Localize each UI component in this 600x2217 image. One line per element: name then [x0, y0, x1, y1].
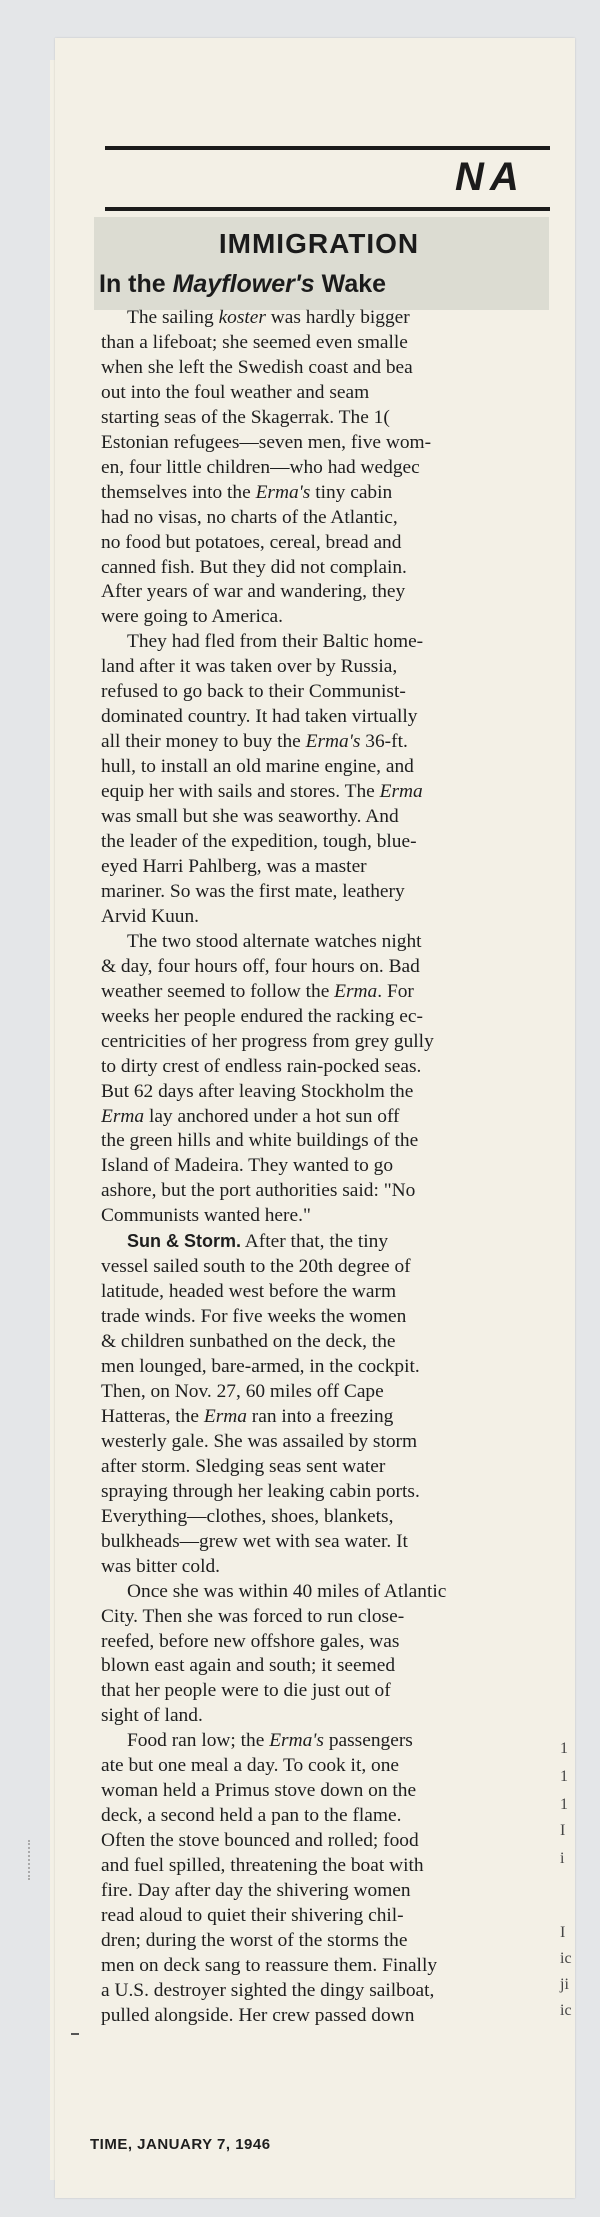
- article-line: dren; during the worst of the storms the: [101, 1929, 408, 1951]
- article-line: the leader of the expedition, tough, blue-: [101, 831, 417, 853]
- article-line: After years of war and wandering, they: [101, 581, 406, 603]
- article-paragraph: [101, 630, 541, 929]
- edge-fragment: i: [560, 1850, 565, 1867]
- article-line: dominated country. It had taken virtually: [101, 706, 418, 728]
- section-title: IMMIGRATION: [218, 228, 420, 259]
- margin-mark: [71, 2033, 79, 2035]
- edge-fragment: ji: [560, 1976, 569, 1993]
- article-line: sight of land.: [101, 1705, 203, 1727]
- article-line: The two stood alternate watches night: [127, 930, 422, 952]
- article-line: mariner. So was the first mate, leathery: [101, 880, 405, 902]
- article-line: to dirty crest of endless rain-pocked seas.: [101, 1055, 422, 1077]
- article-paragraph: [101, 1580, 541, 1730]
- article-line: Estonian refugees—seven men, five wom-: [101, 431, 432, 453]
- article-line: men lounged, bare-armed, in the cockpit.: [101, 1356, 420, 1378]
- article-line: deck, a second held a pan to the flame.: [101, 1805, 402, 1827]
- edge-fragment: ic: [560, 1950, 572, 1967]
- article-line: trade winds. For five weeks the women: [101, 1306, 407, 1328]
- article-line: westerly gale. She was assailed by storm: [101, 1430, 418, 1452]
- edge-fragment: I: [560, 1924, 566, 1941]
- article-line: the green hills and white buildings of the: [101, 1130, 419, 1152]
- article-line: men on deck sang to reassure them. Finally: [101, 1954, 438, 1976]
- article-line: that her people were to die just out of: [101, 1680, 391, 1702]
- section-header: NA: [455, 155, 525, 199]
- article-line: when she left the Swedish coast and bea: [101, 356, 413, 378]
- article-line: Erma lay anchored under a hot sun off: [101, 1105, 400, 1127]
- article-line: Arvid Kuun.: [101, 905, 200, 927]
- article-line: ashore, but the port authorities said: "No: [101, 1180, 416, 1202]
- article-line: Island of Madeira. They wanted to go: [101, 1155, 394, 1177]
- edge-fragment: I: [560, 1822, 566, 1839]
- article-line: weather seemed to follow the Erma. For: [101, 980, 414, 1002]
- article-line: and fuel spilled, threatening the boat with: [101, 1855, 424, 1877]
- article-line: hull, to install an old marine engine, and: [101, 756, 414, 778]
- article-line: pulled alongside. Her crew passed down: [101, 2004, 415, 2026]
- article-line: The sailing koster was hardly bigger: [127, 307, 410, 328]
- article-line: a U.S. destroyer sighted the dingy sailboat,: [101, 1979, 435, 2001]
- article-line: & day, four hours off, four hours on. Bad: [101, 955, 420, 977]
- bottom-rule: [105, 207, 550, 211]
- article-line: than a lifeboat; she seemed even smalle: [101, 331, 408, 353]
- article-line: weeks her people endured the racking ec-: [101, 1005, 423, 1027]
- article-line: Once she was within 40 miles of Atlantic: [127, 1580, 447, 1602]
- article-line: en, four little children—who had wedgec: [101, 456, 420, 478]
- article-line: all their money to buy the Erma's 36-ft.: [101, 731, 408, 753]
- article-line: refused to go back to their Communist-: [101, 681, 406, 703]
- article-line: Hatteras, the Erma ran into a freezing: [101, 1405, 394, 1427]
- article-line: Often the stove bounced and rolled; food: [101, 1830, 419, 1852]
- article-line: bulkheads—grew wet with sea water. It: [101, 1530, 408, 1552]
- article-line: blown east again and south; it seemed: [101, 1655, 396, 1677]
- article-line: canned fish. But they did not complain.: [101, 556, 407, 578]
- article-line: land after it was taken over by Russia,: [101, 656, 398, 678]
- article-line: Food ran low; the Erma's passengers: [127, 1730, 413, 1752]
- article-line: was bitter cold.: [101, 1555, 221, 1577]
- headline-suffix: Wake: [314, 270, 387, 298]
- article-line: Everything—clothes, shoes, blankets,: [101, 1505, 394, 1527]
- article-body: [101, 306, 541, 2029]
- article-line: centricities of her progress from grey gully: [101, 1030, 434, 1052]
- margin-dots: [28, 1840, 34, 1880]
- article-line: themselves into the Erma's tiny cabin: [101, 481, 393, 503]
- article-paragraph: [101, 1729, 541, 2028]
- article-paragraph: [101, 930, 541, 1229]
- article-line: reefed, before new offshore gales, was: [101, 1630, 400, 1652]
- article-headline: [99, 270, 549, 299]
- article-line: read aloud to quiet their shivering chil-: [101, 1905, 404, 1926]
- footer-dateline: TIME, JANUARY 7, 1946: [90, 2136, 271, 2153]
- article-line: were going to America.: [101, 606, 283, 628]
- article-line: out into the foul weather and seam: [101, 381, 370, 403]
- headline-prefix: In the: [99, 270, 173, 298]
- edge-fragment: 1: [560, 1740, 568, 1757]
- article-line: spraying through her leaking cabin ports.: [101, 1480, 420, 1502]
- article-line: woman held a Primus stove down on the: [101, 1780, 417, 1802]
- article-line: equip her with sails and stores. The Erma: [101, 781, 423, 803]
- article-line: eyed Harri Pahlberg, was a master: [101, 855, 367, 877]
- edge-fragment: ic: [560, 2002, 572, 2019]
- article-line: latitude, headed west before the warm: [101, 1281, 397, 1303]
- article-line: starting seas of the Skagerrak. The 1(: [101, 406, 390, 428]
- article-line: City. Then she was forced to run close-: [101, 1605, 405, 1627]
- article-line: Sun & Storm. After that, the tiny: [127, 1231, 389, 1253]
- article-line: Then, on Nov. 27, 60 miles off Cape: [101, 1380, 384, 1402]
- article-line: Communists wanted here.": [101, 1205, 311, 1227]
- article-paragraph: [101, 1229, 541, 1579]
- article-line: had no visas, no charts of the Atlantic,: [101, 506, 398, 528]
- article-paragraph: [101, 306, 541, 630]
- headline-italic: Mayflower's: [172, 270, 315, 298]
- article-line: ate but one meal a day. To cook it, one: [101, 1755, 400, 1777]
- article-line: no food but potatoes, cereal, bread and: [101, 531, 402, 553]
- edge-fragment: 1: [560, 1768, 568, 1785]
- edge-fragment: 1: [560, 1796, 568, 1813]
- article-line: after storm. Sledging seas sent water: [101, 1455, 386, 1477]
- article-line: fire. Day after day the shivering women: [101, 1880, 411, 1902]
- article-line: & children sunbathed on the deck, the: [101, 1331, 396, 1353]
- article-line: vessel sailed south to the 20th degree of: [101, 1256, 411, 1278]
- article-line: was small but she was seaworthy. And: [101, 806, 399, 828]
- top-rule: [105, 146, 550, 150]
- article-line: But 62 days after leaving Stockholm the: [101, 1080, 414, 1102]
- article-line: They had fled from their Baltic home-: [127, 631, 424, 653]
